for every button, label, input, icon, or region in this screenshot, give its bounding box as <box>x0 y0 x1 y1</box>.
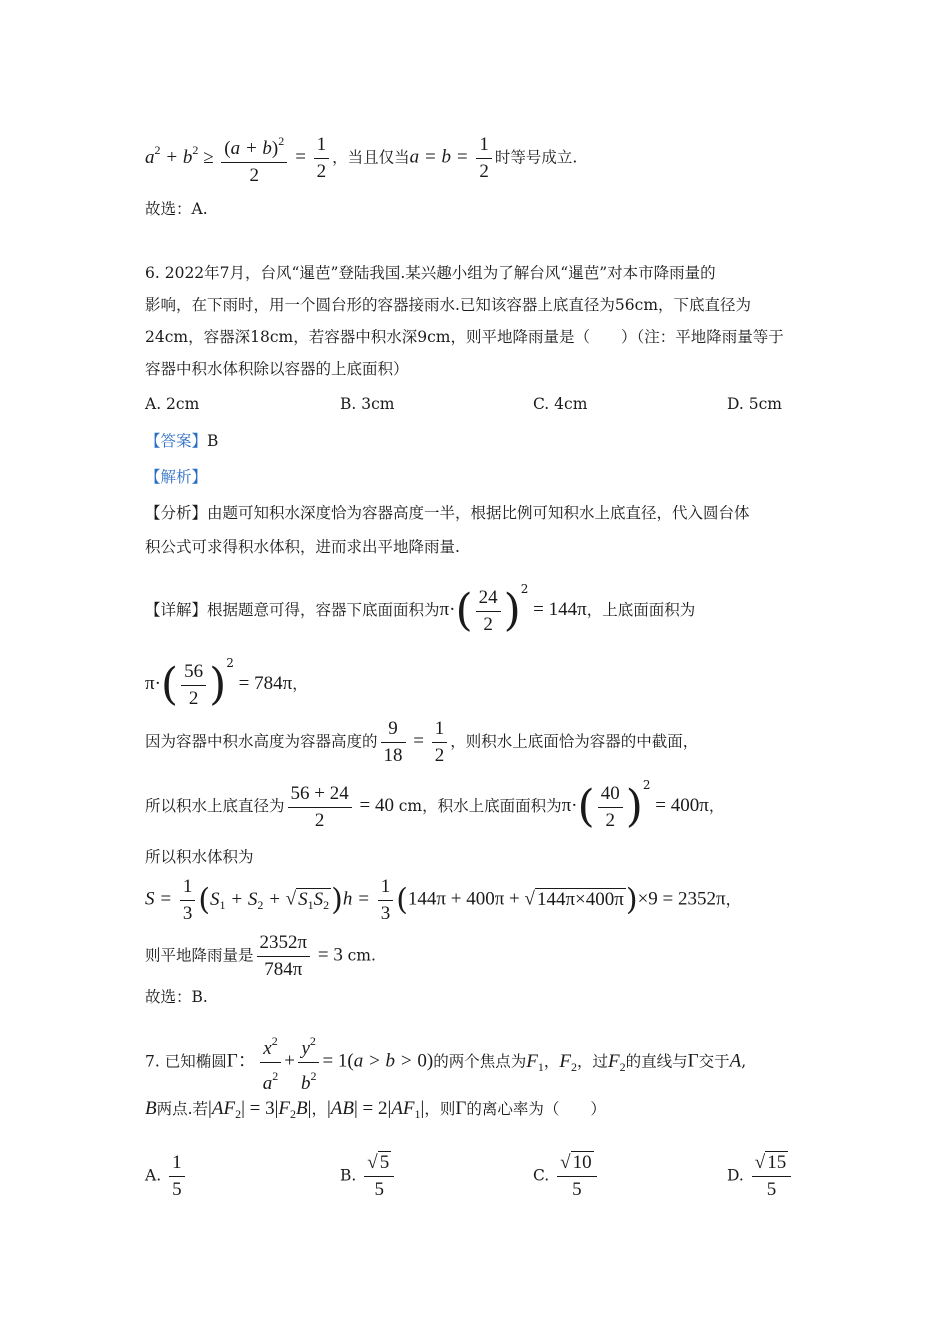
fenxi-line-2: 积公式可求得积水体积，进而求出平地降雨量. <box>145 538 460 556</box>
q7-text-2d: 的离心率为（ ） <box>466 1100 606 1118</box>
analysis-tag: 【解析】 <box>145 468 208 486</box>
q6-line-3: 24cm，容器深18cm，若容器中积水深9cm，则平地降雨量是（ ）（注：平地降雨量等于 <box>145 328 784 346</box>
choose-answer-a: 故选：A. <box>145 200 208 218</box>
inequality-line: $a^2 + b^2$ ≥ $\frac{(a + b)^2}{2}$ = $\frac{1}{2}$ ，当且仅当a = b = $\frac{1}{2}$ 时等号成立. <box>145 128 577 189</box>
rainfall-unit: cm. <box>347 946 376 965</box>
equality-text: ，当且仅当 <box>332 148 410 167</box>
q6-option-c: C. 4cm <box>533 395 588 413</box>
q7-text-2a: 两点.若 <box>156 1100 209 1118</box>
q6-line-4: 容器中积水体积除以容器的上底面积） <box>145 360 409 378</box>
q7-text-d: 的直线与 <box>625 1052 688 1071</box>
xiangjie-text-2: ，上底面面积为 <box>586 601 696 619</box>
xiangjie-text: 【详解】根据题意可得，容器下底面面积为 <box>145 601 440 619</box>
q7-option-a: A. $\frac{1}{5}$ <box>145 1150 188 1203</box>
ratio-text: 因为容器中积水高度为容器高度的 <box>145 732 378 751</box>
answer-tag: 【答案】 <box>145 432 208 450</box>
q6-option-b: B. 3cm <box>340 395 395 413</box>
q7-option-d: D. $\frac{√ 15}{5}$ <box>727 1150 794 1203</box>
q7-text-e: 交于 <box>698 1052 730 1071</box>
equality-text-2: 时等号成立. <box>494 148 578 167</box>
rainfall-text: 则平地降雨量是 <box>145 946 254 965</box>
answer-line <box>145 430 218 452</box>
volume-formula: S = $\frac{1}{3}$ ($S_1 + S_2$ + √ $S_1S_2)h$ = $\frac{1}{3}$ (144π + 400π + √ 144π×400π)×9 = 2352π， <box>145 876 742 924</box>
q7-text-b: 的两个焦点为 <box>433 1052 527 1071</box>
diameter-line: 所以积水上底直径为 $\frac{56 + 24}{2}$ = 40 cm，积水上底面面积为π·( $\frac{40}{2}$ )$^2$ = 400π， <box>145 778 725 832</box>
q7-option-c: C. $\frac{√ 10}{5}$ <box>533 1150 600 1203</box>
answer-value: B <box>207 432 219 450</box>
fenxi-line-1: 【分析】由题可知积水深度恰为容器高度一半，根据比例可知积水上底直径，代入圆台体 <box>145 504 750 522</box>
q7-text-2b: ， <box>311 1100 327 1118</box>
xiangjie-line: 【详解】根据题意可得，容器下底面面积为π·( $\frac{24}{2}$ )$^2$ = 144π，上底面面积为 <box>145 582 696 636</box>
q6-option-d: D. 5cm <box>727 395 782 413</box>
q7-line-1: 7. 已知椭圆Γ： $\frac{x^2}{a^2}$ + $\frac{y^2}{b^2}$ = 1(a > b > 0)的两个焦点为$F_1$，$F_2$，过$F_2$的直线与Γ交于A, <box>145 1028 746 1097</box>
volume-label: 所以积水体积为 <box>145 848 254 866</box>
ratio-text-2: ，则积水上底面恰为容器的中截面， <box>450 732 699 751</box>
diameter-comma: ， <box>708 797 725 815</box>
q6-option-a: A. 2cm <box>145 395 200 413</box>
q7-line-2: B两点.若$|AF_2| = 3|F_2B|$，$|AB| = 2|AF_1|$，则Γ的离心率为（ ） <box>145 1098 606 1121</box>
volume-comma: ， <box>725 890 742 909</box>
q6-line-1: 6. 2022年7月，台风“暹芭”登陆我国.某兴趣小组为了解台风“暹芭”对本市降雨量的 <box>145 264 716 282</box>
q7-option-b: B. $\frac{√ 5}{5}$ <box>340 1150 397 1203</box>
rainfall-line: 则平地降雨量是 $\frac{2352\pi}{784\pi}$ = 3 cm. <box>145 932 376 980</box>
q7-text-a: 7. 已知椭圆 <box>145 1052 227 1071</box>
choose-answer-b: 故选：B. <box>145 988 208 1006</box>
top-area-comma: ， <box>292 675 308 693</box>
q7-text-c: ，过 <box>576 1052 608 1071</box>
q7-text-2c: ，则 <box>424 1100 456 1118</box>
diameter-text-2: cm，积水上底面面积为 <box>398 797 562 815</box>
diameter-text: 所以积水上底直径为 <box>145 797 285 815</box>
top-area-line: π·( $\frac{56}{2}$ )$^2$ = 784π， <box>145 656 308 710</box>
q6-line-2: 影响，在下雨时，用一个圆台形的容器接雨水.已知该容器上底直径为56cm，下底直径为 <box>145 296 752 314</box>
ratio-line: 因为容器中积水高度为容器高度的 $\frac{9}{18}$ = $\frac{1}{2}$ ，则积水上底面恰为容器的中截面， <box>145 718 699 766</box>
